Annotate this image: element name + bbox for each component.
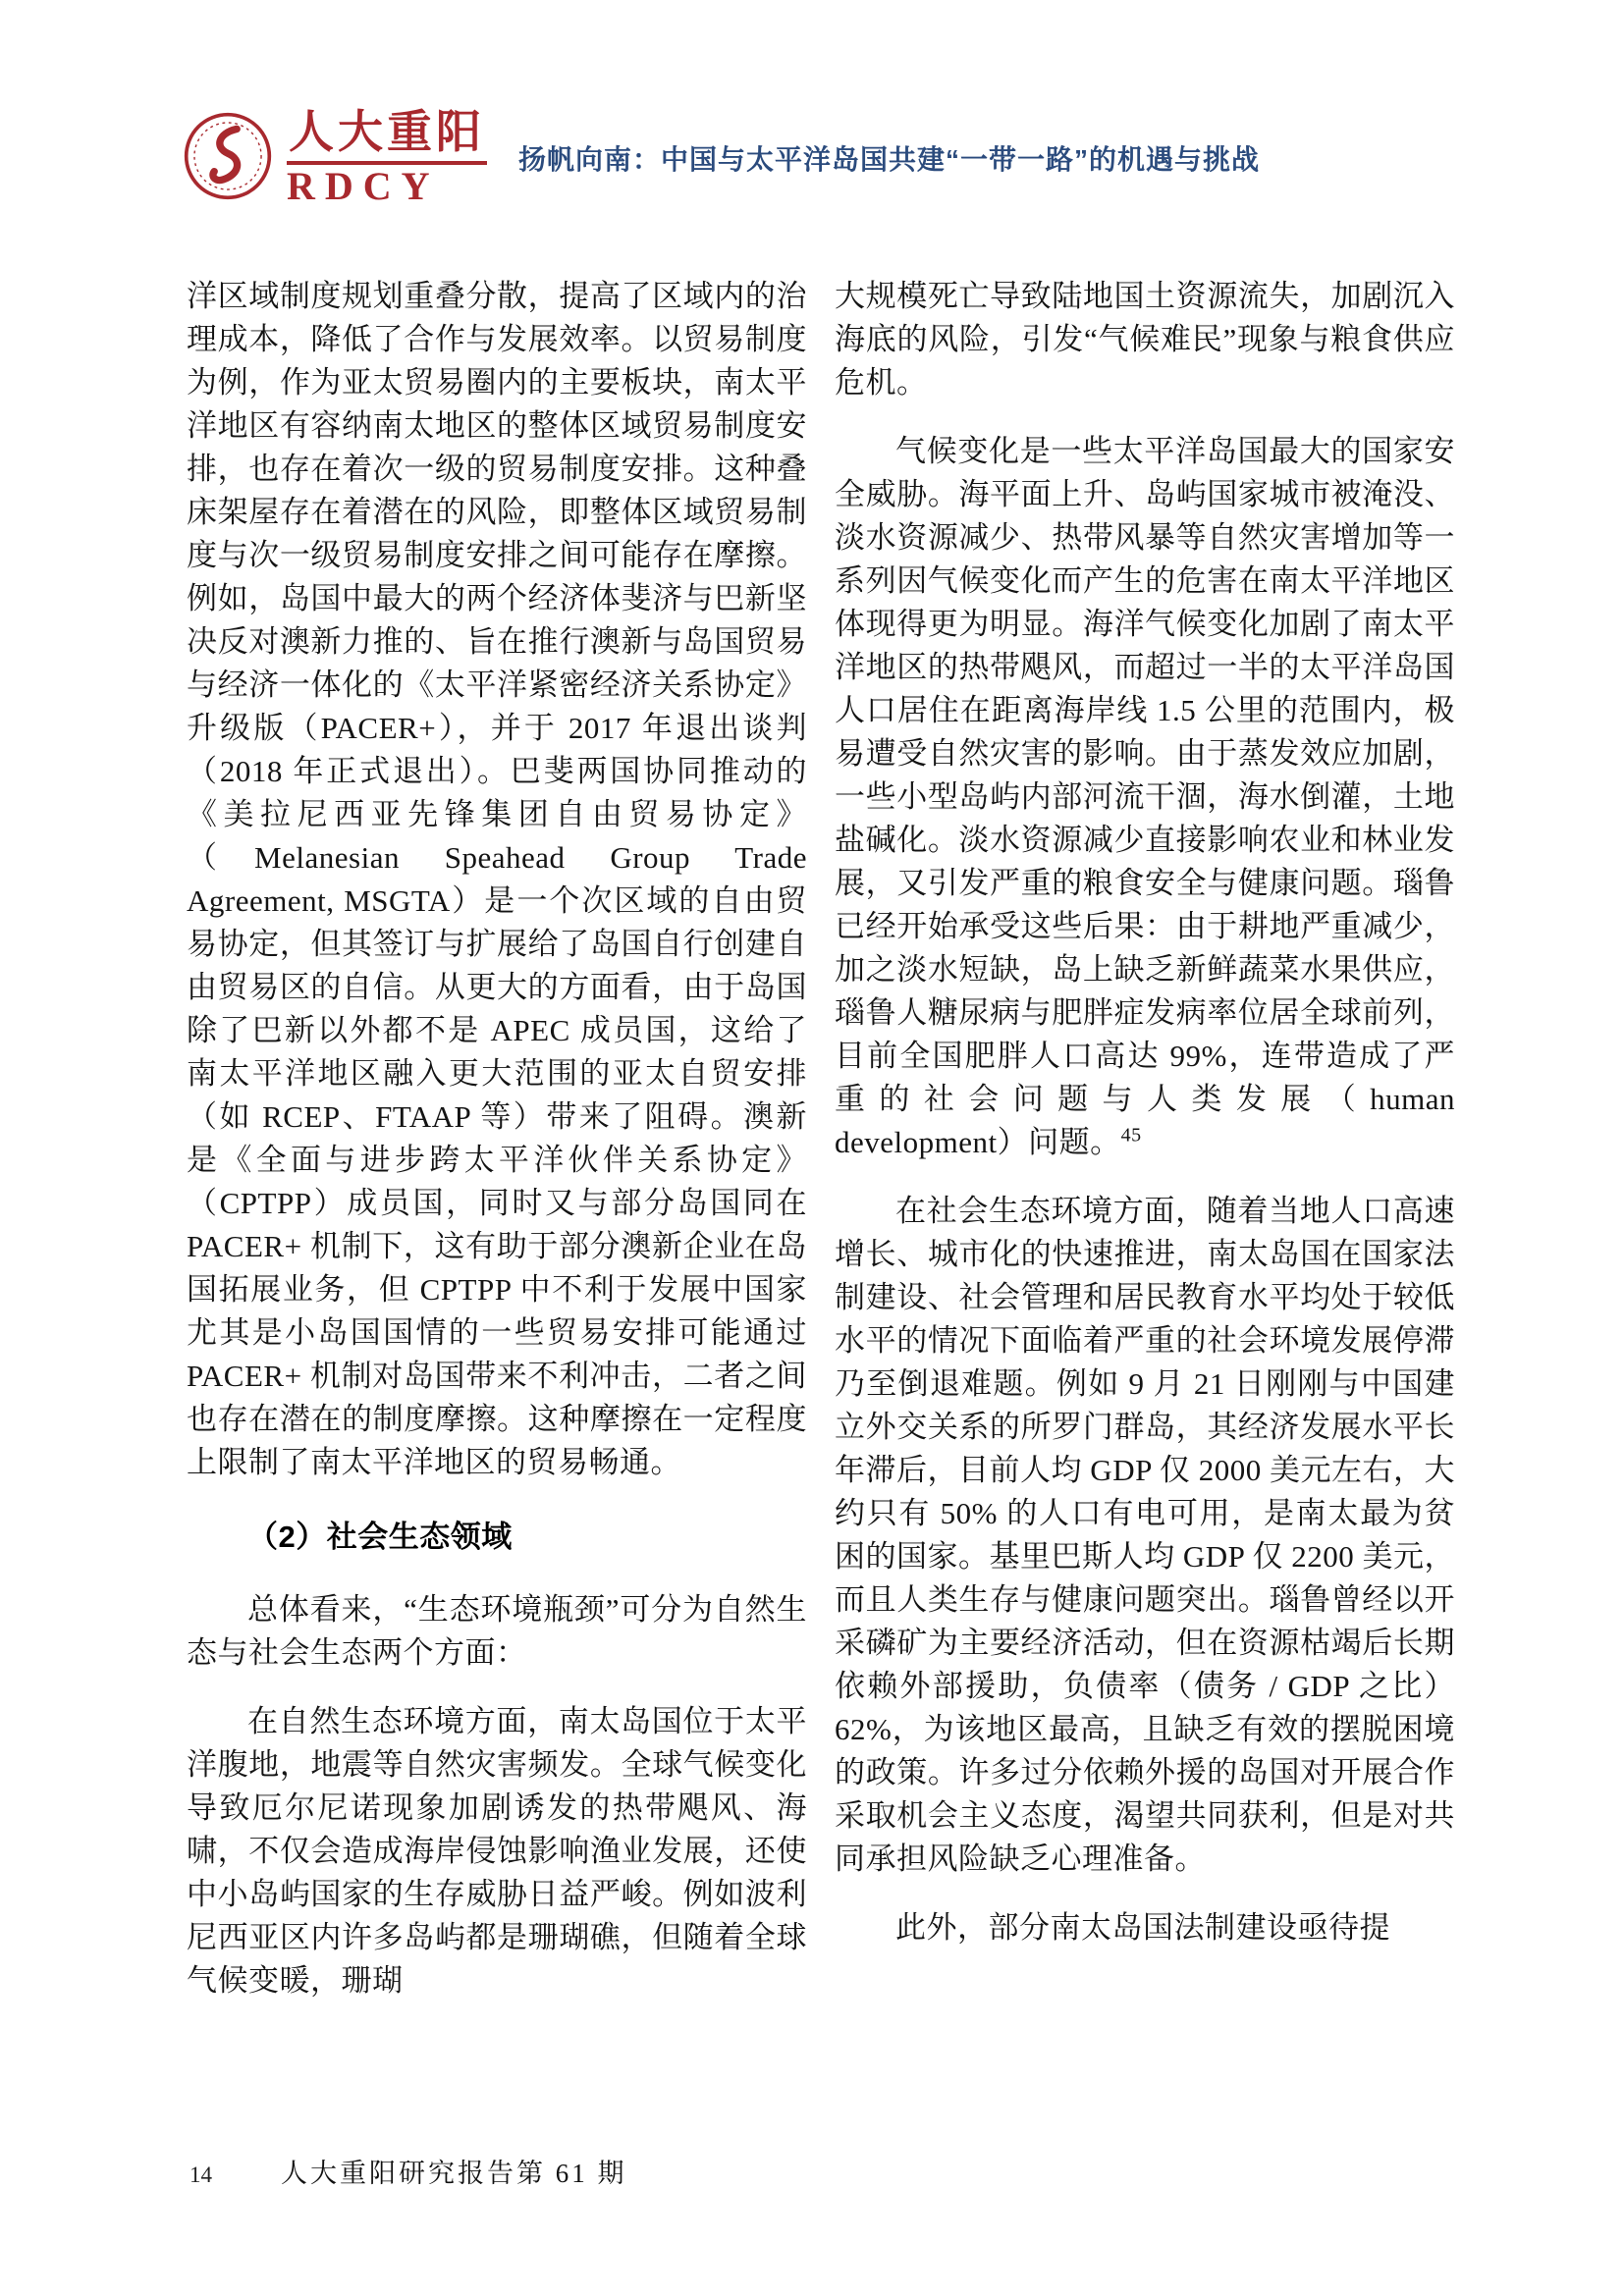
rdcy-seal-icon [183, 111, 273, 206]
page-header [183, 108, 1457, 208]
report-series-label: 人大重阳研究报告第 61 期 [281, 2159, 627, 2188]
report-running-title: 扬帆向南：中国与太平洋岛国共建“一带一路”的机遇与挑战 [518, 144, 1261, 175]
paragraph: 洋区域制度规划重叠分散，提高了区域内的治理成本，降低了合作与发展效率。以贸易制度为例，作为亚太贸易圈内的主要板块，南太平洋地区有容纳南太地区的整体区域贸易制度安排，也存在着次一级的贸易制度安排。这种叠床架屋存在着潜在的风险，即整体区域贸易制度与次一级贸易制度安排之间可能存在摩擦。例如，岛国中最大的两个经济体斐济与巴新坚决反对澳新力推的、旨在推行澳新与岛国贸易与经济一体化的《太平洋紧密经济关系协定》升级版（PACER+），并于 2017 年退出谈判（2018 年正式退出）。巴斐两国协同推动的《美拉尼西亚先锋集团自由贸易协定》（Melanesian Speahead Group Trade Agreement, MSGTA）是一个次区域的自由贸易协定，但其签订与扩展给了岛国自行创建自由贸易区的自信。从更大的方面看，由于岛国除了巴新以外都不是 APEC 成员国，这给了南太平洋地区融入更大范围的亚太自贸安排（如 RCEP、FTAAP 等）带来了阻碍。澳新是《全面与进步跨太平洋伙伴关系协定》（CPTPP）成员国，同时又与部分岛国同在 PACER+ 机制下，这有助于部分澳新企业在岛国拓展业务，但 CPTPP 中不利于发展中国家尤其是小岛国国情的一些贸易安排可能通过 PACER+ 机制对岛国带来不利冲击，二者之间也存在潜在的制度摩擦。这种摩擦在一定程度上限制了南太平洋地区的贸易畅通。 [187, 279, 807, 1479]
paragraph: 大规模死亡导致陆地国土资源流失，加剧沉入海底的风险，引发“气候难民”现象与粮食供应危机。 [835, 279, 1455, 400]
footnote-marker: 45 [1120, 1124, 1142, 1147]
page-number: 14 [189, 2163, 212, 2187]
body-columns [187, 275, 1455, 2002]
rdcy-logo-chinese: 人大重阳 [287, 108, 487, 165]
section-heading: （2）社会生态领域 [247, 1520, 513, 1554]
left-column [187, 275, 807, 2002]
paragraph-text: 气候变化是一些太平洋岛国最大的国家安全威胁。海平面上升、岛屿国家城市被淹没、淡水资源减少、热带风暴等自然灾害增加等一系列因气候变化而产生的危害在南太平洋地区体现得更为明显。海洋气候变化加剧了南太平洋地区的热带飓风，而超过一半的太平洋岛国人口居住在距离海岸线 1.5 公里的范围内，极易遭受自然灾害的影响。由于蒸发效应加剧，一些小型岛屿内部河流干涸，海水倒灌，土地盐碱化。淡水资源减少直接影响农业和林业发展，又引发严重的粮食安全与健康问题。瑙鲁已经开始承受这些后果：由于耕地严重减少，加之淡水短缺，岛上缺乏新鲜蔬菜水果供应，瑙鲁人糖尿病与肥胖症发病率位居全球前列，目前全国肥胖人口高达 99%，连带造成了严重的社会问题与人类发展（human development）问题。 [835, 434, 1455, 1159]
paragraph: 总体看来，“生态环境瓶颈”可分为自然生态与社会生态两个方面： [187, 1592, 807, 1670]
rdcy-logo-text [287, 108, 487, 208]
paragraph [835, 430, 1455, 1164]
paragraph: 此外，部分南太岛国法制建设亟待提 [895, 1910, 1390, 1945]
paragraph: 在自然生态环境方面，南太岛国位于太平洋腹地，地震等自然灾害频发。全球气候变化导致厄尔尼诺现象加剧诱发的热带飓风、海啸，不仅会造成海岸侵蚀影响渔业发展，还使中小岛屿国家的生存威胁日益严峻。例如波利尼西亚区内许多岛屿都是珊瑚礁，但随着全球气候变暖，珊瑚 [187, 1704, 807, 1998]
page-footer [189, 2152, 627, 2190]
rdcy-logo [183, 108, 487, 208]
rdcy-logo-acronym: RDCY [287, 164, 440, 208]
paragraph: 在社会生态环境方面，随着当地人口高速增长、城市化的快速推进，南太岛国在国家法制建设、社会管理和居民教育水平均处于较低水平的情况下面临着严重的社会环境发展停滞乃至倒退难题。例如 9 月 21 日刚刚与中国建立外交关系的所罗门群岛，其经济发展水平长年滞后，目前人均 GDP 仅 2000 美元左右，大约只有 50% 的人口有电可用，是南太最为贫困的国家。基里巴斯人均 GDP 仅 2200 美元，而且人类生存与健康问题突出。瑙鲁曾经以开采磷矿为主要经济活动，但在资源枯竭后长期依赖外部援助，负债率（债务 / GDP 之比）62%，为该地区最高，且缺乏有效的摆脱困境的政策。许多过分依赖外援的岛国对开展合作采取机会主义态度，渴望共同获利，但是对共同承担风险缺乏心理准备。 [835, 1194, 1455, 1876]
right-column [835, 275, 1455, 2002]
